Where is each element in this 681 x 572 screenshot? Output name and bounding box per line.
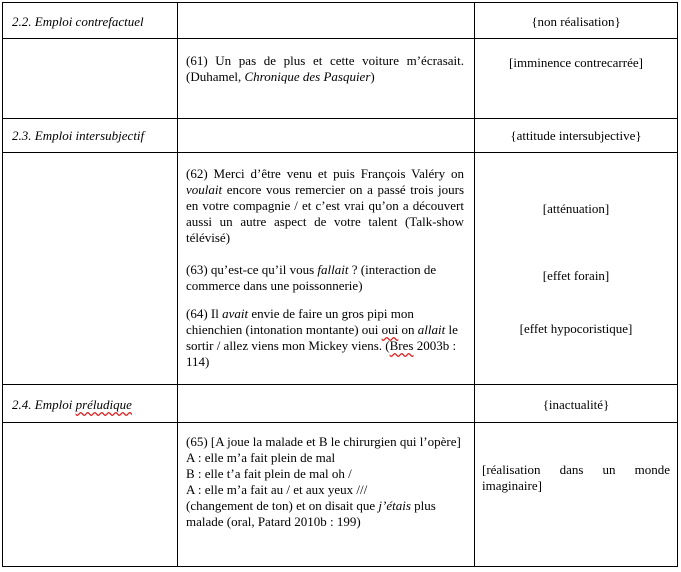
example-64-oui: oui [381,322,399,337]
example-65-last-a: (changement de ton) et on disait que [186,498,379,513]
example-65-line-2: A : elle m’a fait plein de mal [186,450,336,465]
example-63 [186,262,464,294]
example-61 [186,53,464,85]
rule-bottom [2,566,678,567]
example-65-line-3: B : elle t’a fait plein de mal oh / [186,466,352,481]
example-61-text: (61) Un pas de plus et cette voiture m’écrasait. (Duhamel, [186,53,464,84]
example-65-last-b: plus malade (oral, Patard 2010b : 199) [186,498,436,529]
example-64-text-b: envie de faire un gros pipi mon chienchien (intonation montante) oui [186,306,414,337]
section-contrefactuel: 2.2. Emploi contrefactuel [12,14,144,29]
value-inactualite: {inactualité} [542,397,610,412]
example-64-text-d: le sortir / allez viens mon Mickey viens. ( [186,322,458,353]
example-65-line-1: (65) [A joue la malade et B le chirurgien qui l’opère] [186,434,461,449]
label-effet-forain: [effet forain] [542,268,610,283]
example-62-text-a: (62) Merci d’être venu et puis François Valéry on [186,166,464,181]
example-64-verb-2: allait [417,322,446,337]
example-65-line-5 [186,498,464,530]
rule-left [2,2,3,567]
example-64-text-c: on [398,322,418,337]
label-effet-hypocoristique: [effet hypocoristique] [519,321,633,336]
rule-col1 [177,2,178,567]
example-64-bres: Bres [389,338,414,353]
rule-row1 [2,38,678,39]
example-64-text-a: (64) Il [186,306,223,321]
example-64 [186,306,464,370]
value-non-realisation: {non réalisation} [531,14,621,29]
section-preludique-word: préludique [75,397,132,412]
example-63-text-b: ? (interaction de commerce dans une poissonnerie) [186,262,437,293]
rule-right [677,2,678,567]
section-intersubjectif: 2.3. Emploi intersubjectif [12,128,145,143]
example-61-title: Chronique des Pasquier [244,69,371,84]
rule-top [2,2,678,3]
example-65-verb: j’étais [378,498,411,513]
example-64-verb-1: avait [222,306,249,321]
section-preludique-prefix: 2.4. Emploi [12,397,76,412]
example-62 [186,166,464,246]
example-63-verb: fallait [317,262,349,277]
example-61-close: ) [370,69,375,84]
example-63-text-a: (63) qu’est-ce qu’il vous [186,262,318,277]
label-imminence: [imminence contrecarrée] [509,55,643,70]
section-preludique [12,397,132,413]
example-62-verb: voulait [186,182,223,197]
example-64-text-e: 2003b : 114) [186,338,457,369]
rule-row2 [2,118,678,119]
rule-row3 [2,152,678,153]
rule-col2 [474,2,475,567]
example-65 [186,434,464,530]
example-62-text-b: encore vous remercier on a passé trois jours en votre compagnie / et c’est vrai qu’on a découvert aussi un autre aspect de votre talent (Talk-show télévisé) [186,182,464,245]
rule-row4 [2,384,678,385]
label-attenuation: [atténuation] [542,201,610,216]
label-realisation-imaginaire: [réalisation dans un monde imaginaire] [482,462,670,493]
analysis-table [2,2,678,567]
value-attitude-intersubjective: {attitude intersubjective} [510,128,642,143]
example-65-line-4: A : elle m’a fait au / et aux yeux /// [186,482,368,497]
rule-row5 [2,422,678,423]
